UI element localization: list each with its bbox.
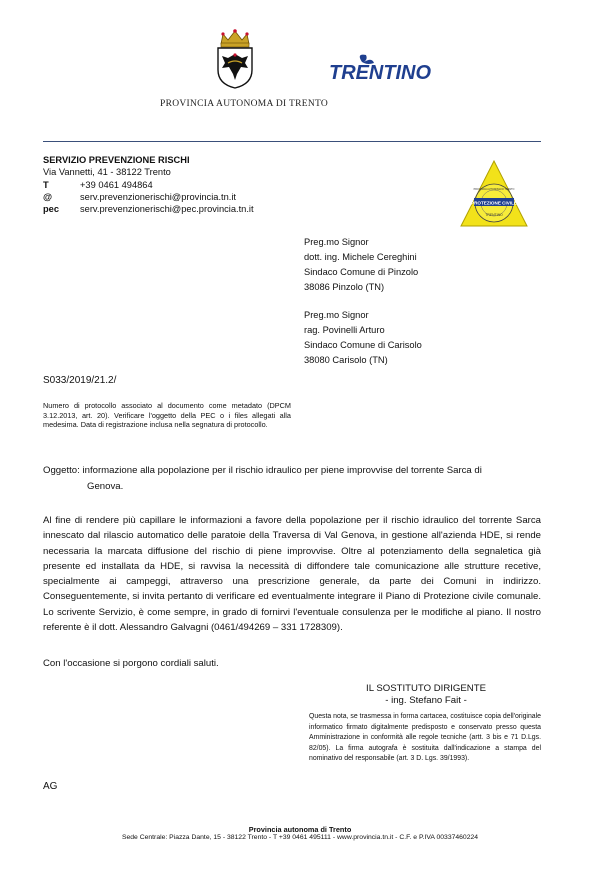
recipient-role: Sindaco Comune di Carisolo — [304, 340, 422, 350]
sender-name: SERVIZIO PREVENZIONE RISCHI — [43, 155, 190, 165]
contact-pec — [43, 203, 254, 215]
signatory-name: - ing. Stefano Fait - — [385, 695, 467, 706]
recipient-name: dott. ing. Michele Cereghini — [304, 252, 417, 262]
footer-title: Provincia autonoma di Trento — [248, 825, 352, 834]
contact-value[interactable]: serv.prevenzionerischi@provincia.tn.it — [80, 191, 237, 202]
trentino-brand-logo — [328, 53, 432, 83]
letter-body: Al fine di rendere più capillare le informazioni a favore della popolazione per il rischio idraulico del torrente Sarca innescato dal rilascio automatico delle paratoie della Traversa di Val Genova, in gestione all'azienda HDE, si rende necessaria la marcata diffusione del rischio di piene improvvise. Oltre al potenziamento della segnaletica già presente ed installata da HDE, si ravvisa la necessità di diffondere tale comunicazione alle strutture recetive, specialmente ai campeggi, attraverso una prescrizione generale, da parte dei Comuni in indirizzo. Conseguentemente, si invita pertanto di verificare ed eventualmente integrare il Piano di Protezione civile comunale. Lo scrivente Servizio, è come sempre, in grado di fornirvi l'eventuale consulenza per le modifiche al piano. Il nostro referente è il dott. Alessandro Galvagni (0461/494269 – 331 1728309). — [43, 515, 541, 634]
crown-icon — [221, 29, 249, 47]
recipient-salutation: Preg.mo Signor — [304, 237, 369, 247]
svg-text:PROTEZIONE CIVILE: PROTEZIONE CIVILE — [471, 200, 517, 206]
contact-label: T — [43, 179, 49, 190]
svg-text:PROVINCIA AUTONOMA DI TRENTO: PROVINCIA AUTONOMA DI TRENTO — [473, 188, 515, 191]
sender-block — [43, 154, 254, 215]
footer-details: Sede Centrale: Piazza Dante, 15 - 38122 Trento - T +39 0461 495111 - www.provincia.tn.it - C.F. e P.IVA 00337460224 — [121, 834, 479, 841]
contact-phone — [43, 179, 254, 191]
contact-value: +39 0461 494864 — [80, 179, 153, 190]
protocol-number: S033/2019/21.2/ — [43, 375, 117, 386]
recipient-1 — [304, 235, 418, 295]
institution-name: PROVINCIA AUTONOMA DI TRENTO — [160, 99, 329, 109]
recipient-city: 38080 Carisolo (TN) — [304, 355, 388, 365]
signature-note: Questa nota, se trasmessa in forma cartacea, costituisce copia dell'originale informatico firmato digitalmente predisposto e conservato presso questa Amministrazione in conformità alle regole tecniche (artt. 3 bis e 71 D.Lgs. 82/05). La firma autografa è sostituita dall'indicazione a stampa del nominativo del responsabile (art. 3 D. Lgs. 39/1993). — [309, 713, 541, 762]
subject-line-2: Genova. — [87, 480, 124, 492]
contact-value[interactable]: serv.prevenzionerischi@pec.provincia.tn.it — [80, 204, 254, 215]
svg-text:TRENTINO: TRENTINO — [485, 213, 503, 217]
subject — [43, 463, 543, 494]
provincia-crest-logo — [213, 28, 257, 90]
signature-block — [352, 683, 500, 707]
contact-label: @ — [43, 191, 53, 202]
closing-greeting: Con l'occasione si porgono cordiali saluti. — [43, 658, 219, 669]
svg-text:TRENTINO: TRENTINO — [329, 62, 432, 83]
recipient-city: 38086 Pinzolo (TN) — [304, 282, 385, 292]
contact-email — [43, 191, 254, 203]
subject-line-1: informazione alla popolazione per il rischio idraulico per piene improvvise del torrente Sarca di — [82, 465, 482, 476]
protocol-note: Numero di protocollo associato al documento come metadato (DPCM 3.12.2013, art. 20). Verificare l'oggetto della PEC o i files allegati alla medesima. Data di registrazione inclusa nella segnatura di protocollo. — [43, 401, 291, 430]
contact-label: pec — [43, 204, 60, 215]
header-divider — [43, 141, 541, 142]
sender-address: Via Vannetti, 41 - 38122 Trento — [43, 167, 171, 178]
recipient-role: Sindaco Comune di Pinzolo — [304, 267, 419, 277]
protezione-civile-logo — [458, 158, 530, 230]
recipient-name: rag. Povinelli Arturo — [304, 325, 385, 335]
recipient-salutation: Preg.mo Signor — [304, 310, 369, 320]
author-initials: AG — [43, 781, 58, 792]
signatory-title: IL SOSTITUTO DIRIGENTE — [366, 683, 486, 694]
subject-label: Oggetto: — [43, 465, 80, 476]
recipient-2 — [304, 308, 422, 368]
